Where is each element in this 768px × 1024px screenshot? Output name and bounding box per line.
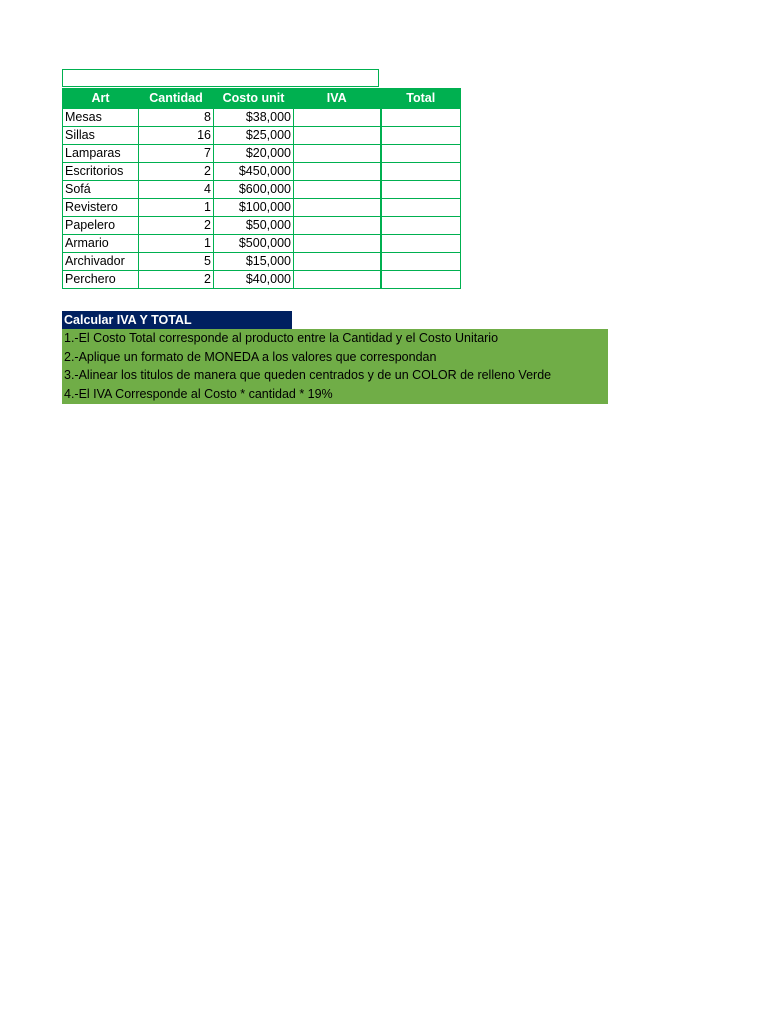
header-iva[interactable]: IVA: [294, 89, 381, 109]
cell-art[interactable]: Revistero: [63, 199, 139, 217]
cell-iva[interactable]: [294, 271, 381, 289]
header-row: [63, 89, 461, 109]
cell-art[interactable]: Sofá: [63, 181, 139, 199]
cell-iva[interactable]: [294, 217, 381, 235]
cell-art[interactable]: Archivador: [63, 253, 139, 271]
cell-total[interactable]: [381, 181, 461, 199]
cell-total[interactable]: [381, 271, 461, 289]
cell-cantidad[interactable]: 2: [139, 217, 214, 235]
merged-title-cell[interactable]: [62, 69, 379, 87]
cell-cantidad[interactable]: 2: [139, 271, 214, 289]
cell-iva[interactable]: [294, 181, 381, 199]
cell-iva[interactable]: [294, 235, 381, 253]
cell-art[interactable]: Mesas: [63, 109, 139, 127]
table-row: [63, 253, 461, 271]
table-row: [63, 235, 461, 253]
cell-cantidad[interactable]: 5: [139, 253, 214, 271]
table-row: [63, 109, 461, 127]
instructions-box: [62, 329, 608, 404]
cell-art[interactable]: Papelero: [63, 217, 139, 235]
cell-iva[interactable]: [294, 145, 381, 163]
cell-costo[interactable]: $20,000: [214, 145, 294, 163]
cell-art[interactable]: Lamparas: [63, 145, 139, 163]
items-table: [62, 88, 461, 289]
cell-total[interactable]: [381, 145, 461, 163]
cell-cantidad[interactable]: 2: [139, 163, 214, 181]
cell-iva[interactable]: [294, 109, 381, 127]
cell-cantidad[interactable]: 1: [139, 235, 214, 253]
table-row: [63, 217, 461, 235]
table-row: [63, 199, 461, 217]
table-row: [63, 163, 461, 181]
cell-total[interactable]: [381, 235, 461, 253]
cell-total[interactable]: [381, 127, 461, 145]
cell-costo[interactable]: $40,000: [214, 271, 294, 289]
cell-art[interactable]: Perchero: [63, 271, 139, 289]
cell-costo[interactable]: $500,000: [214, 235, 294, 253]
header-cantidad[interactable]: Cantidad: [139, 89, 214, 109]
table-row: [63, 145, 461, 163]
cell-costo[interactable]: $25,000: [214, 127, 294, 145]
cell-total[interactable]: [381, 217, 461, 235]
cell-art[interactable]: Armario: [63, 235, 139, 253]
cell-costo[interactable]: $100,000: [214, 199, 294, 217]
cell-cantidad[interactable]: 8: [139, 109, 214, 127]
cell-costo[interactable]: $600,000: [214, 181, 294, 199]
instruction-line[interactable]: 4.-El IVA Corresponde al Costo * cantidad * 19%: [64, 386, 333, 401]
cell-total[interactable]: [381, 109, 461, 127]
cell-iva[interactable]: [294, 127, 381, 145]
instructions-title[interactable]: Calcular IVA Y TOTAL: [62, 311, 292, 329]
cell-costo[interactable]: $38,000: [214, 109, 294, 127]
cell-art[interactable]: Escritorios: [63, 163, 139, 181]
cell-iva[interactable]: [294, 199, 381, 217]
header-art[interactable]: Art: [63, 89, 139, 109]
cell-cantidad[interactable]: 7: [139, 145, 214, 163]
cell-art[interactable]: Sillas: [63, 127, 139, 145]
instruction-line[interactable]: 1.-El Costo Total corresponde al producto entre la Cantidad y el Costo Unitario: [64, 331, 499, 345]
table-row: [63, 181, 461, 199]
cell-total[interactable]: [381, 163, 461, 181]
cell-costo[interactable]: $50,000: [214, 217, 294, 235]
table-row: [63, 127, 461, 145]
cell-costo[interactable]: $15,000: [214, 253, 294, 271]
cell-costo[interactable]: $450,000: [214, 163, 294, 181]
table-row: [63, 271, 461, 289]
cell-cantidad[interactable]: 4: [139, 181, 214, 199]
cell-total[interactable]: [381, 199, 461, 217]
cell-iva[interactable]: [294, 163, 381, 181]
instruction-line[interactable]: 3.-Alinear los titulos de manera que queden centrados y de un COLOR de relleno Verde: [64, 368, 552, 382]
cell-iva[interactable]: [294, 253, 381, 271]
cell-total[interactable]: [381, 253, 461, 271]
header-costo-unit[interactable]: Costo unit: [214, 89, 294, 109]
header-total[interactable]: Total: [381, 89, 461, 109]
cell-cantidad[interactable]: 1: [139, 199, 214, 217]
cell-cantidad[interactable]: 16: [139, 127, 214, 145]
instruction-line[interactable]: 2.-Aplique un formato de MONEDA a los valores que correspondan: [64, 349, 437, 364]
